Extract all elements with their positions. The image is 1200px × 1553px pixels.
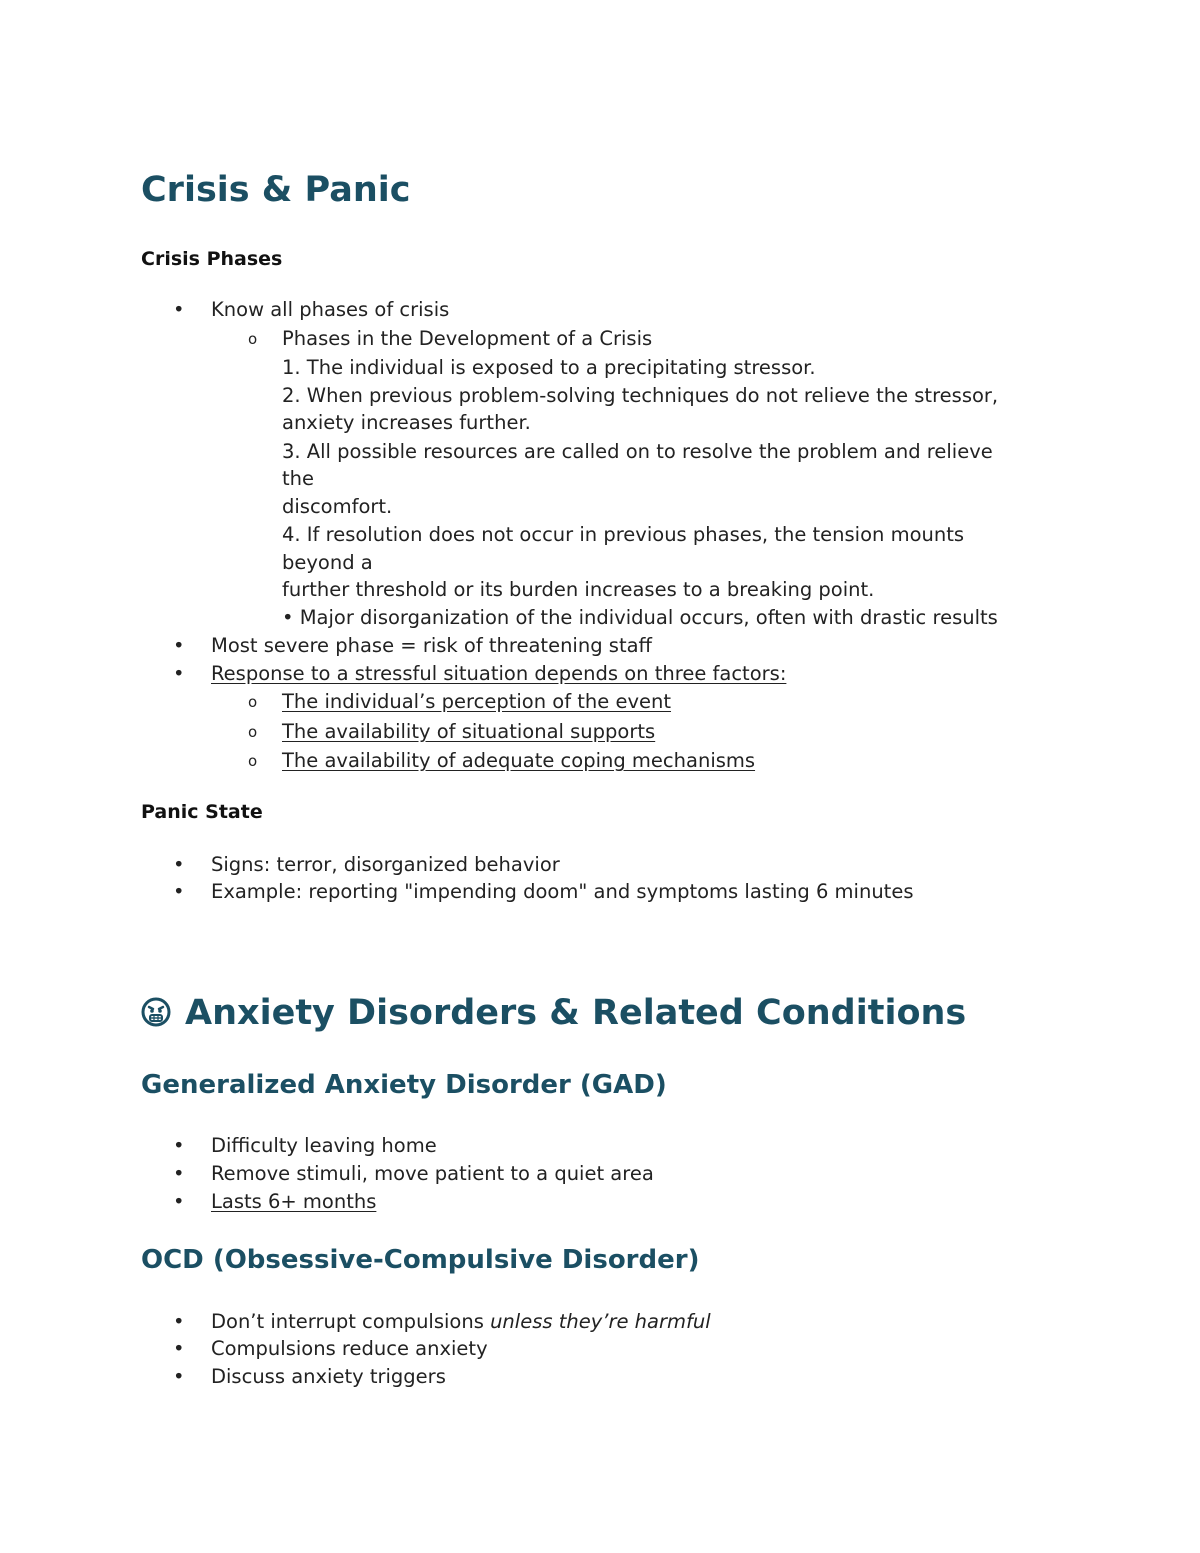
sub-bullet-icon: o (248, 752, 258, 770)
phase-line: anxiety increases further. (282, 411, 531, 434)
bullet-icon: • (173, 298, 185, 321)
phase-line: further threshold or its burden increases to a breaking point. (282, 578, 875, 601)
list-item-text: Don’t interrupt compulsions (211, 1310, 491, 1333)
phase-line: discomfort. (282, 495, 393, 518)
list-item: Example: reporting "impending doom" and symptoms lasting 6 minutes (211, 880, 914, 903)
list-item: Remove stimuli, move patient to a quiet area (211, 1162, 654, 1185)
bullet-icon: • (173, 880, 185, 903)
list-item: Discuss anxiety triggers (211, 1365, 446, 1388)
bullet-icon: • (173, 1190, 185, 1213)
bullet-icon: • (173, 1310, 185, 1333)
list-item-emphasis: unless they’re harmful (490, 1310, 711, 1333)
factor-item: The individual’s perception of the event (282, 690, 672, 713)
phase-line: 3. All possible resources are called on to resolve the problem and relieve (282, 440, 993, 463)
factor-item: The availability of situational supports (282, 720, 656, 743)
phase-line: 1. The individual is exposed to a precipitating stressor. (282, 356, 816, 379)
bullet-icon: • (173, 634, 185, 657)
panic-state-heading: Panic State (141, 801, 263, 823)
sub-bullet-icon: o (248, 723, 258, 741)
crisis-phases-heading: Crisis Phases (141, 248, 283, 270)
bullet-icon: • (173, 1337, 185, 1360)
factor-item: The availability of adequate coping mechanisms (282, 749, 756, 772)
anxious-face-icon (141, 997, 171, 1027)
bullet-icon: • (173, 1365, 185, 1388)
sub-bullet-icon: o (248, 330, 258, 348)
anxiety-section-title-text: Anxiety Disorders & Related Conditions (185, 993, 967, 1033)
sub-bullet-icon: o (248, 693, 258, 711)
list-item: Signs: terror, disorganized behavior (211, 853, 560, 876)
list-item: Know all phases of crisis (211, 298, 450, 321)
bullet-icon: • (173, 662, 185, 685)
phase-line: the (282, 467, 315, 490)
phase-line: 2. When previous problem-solving techniques do not relieve the stressor, (282, 384, 999, 407)
sub-list-item: Phases in the Development of a Crisis (282, 327, 653, 350)
phase-line: 4. If resolution does not occur in previous phases, the tension mounts (282, 523, 965, 546)
anxiety-section-title (141, 993, 967, 1033)
ocd-heading: OCD (Obsessive-Compulsive Disorder) (141, 1245, 700, 1275)
list-item: Difficulty leaving home (211, 1134, 437, 1157)
list-item: Lasts 6+ months (211, 1190, 377, 1213)
list-item: Response to a stressful situation depends on three factors: (211, 662, 787, 685)
phase-line: • Major disorganization of the individual occurs, often with drastic results (282, 606, 998, 629)
phase-line: beyond a (282, 551, 373, 574)
bullet-icon: • (173, 1134, 185, 1157)
list-item: Most severe phase = risk of threatening staff (211, 634, 652, 657)
page-title: Crisis & Panic (141, 170, 411, 210)
bullet-icon: • (173, 1162, 185, 1185)
list-item (211, 1312, 711, 1332)
list-item: Compulsions reduce anxiety (211, 1337, 488, 1360)
bullet-icon: • (173, 853, 185, 876)
gad-heading: Generalized Anxiety Disorder (GAD) (141, 1070, 667, 1100)
